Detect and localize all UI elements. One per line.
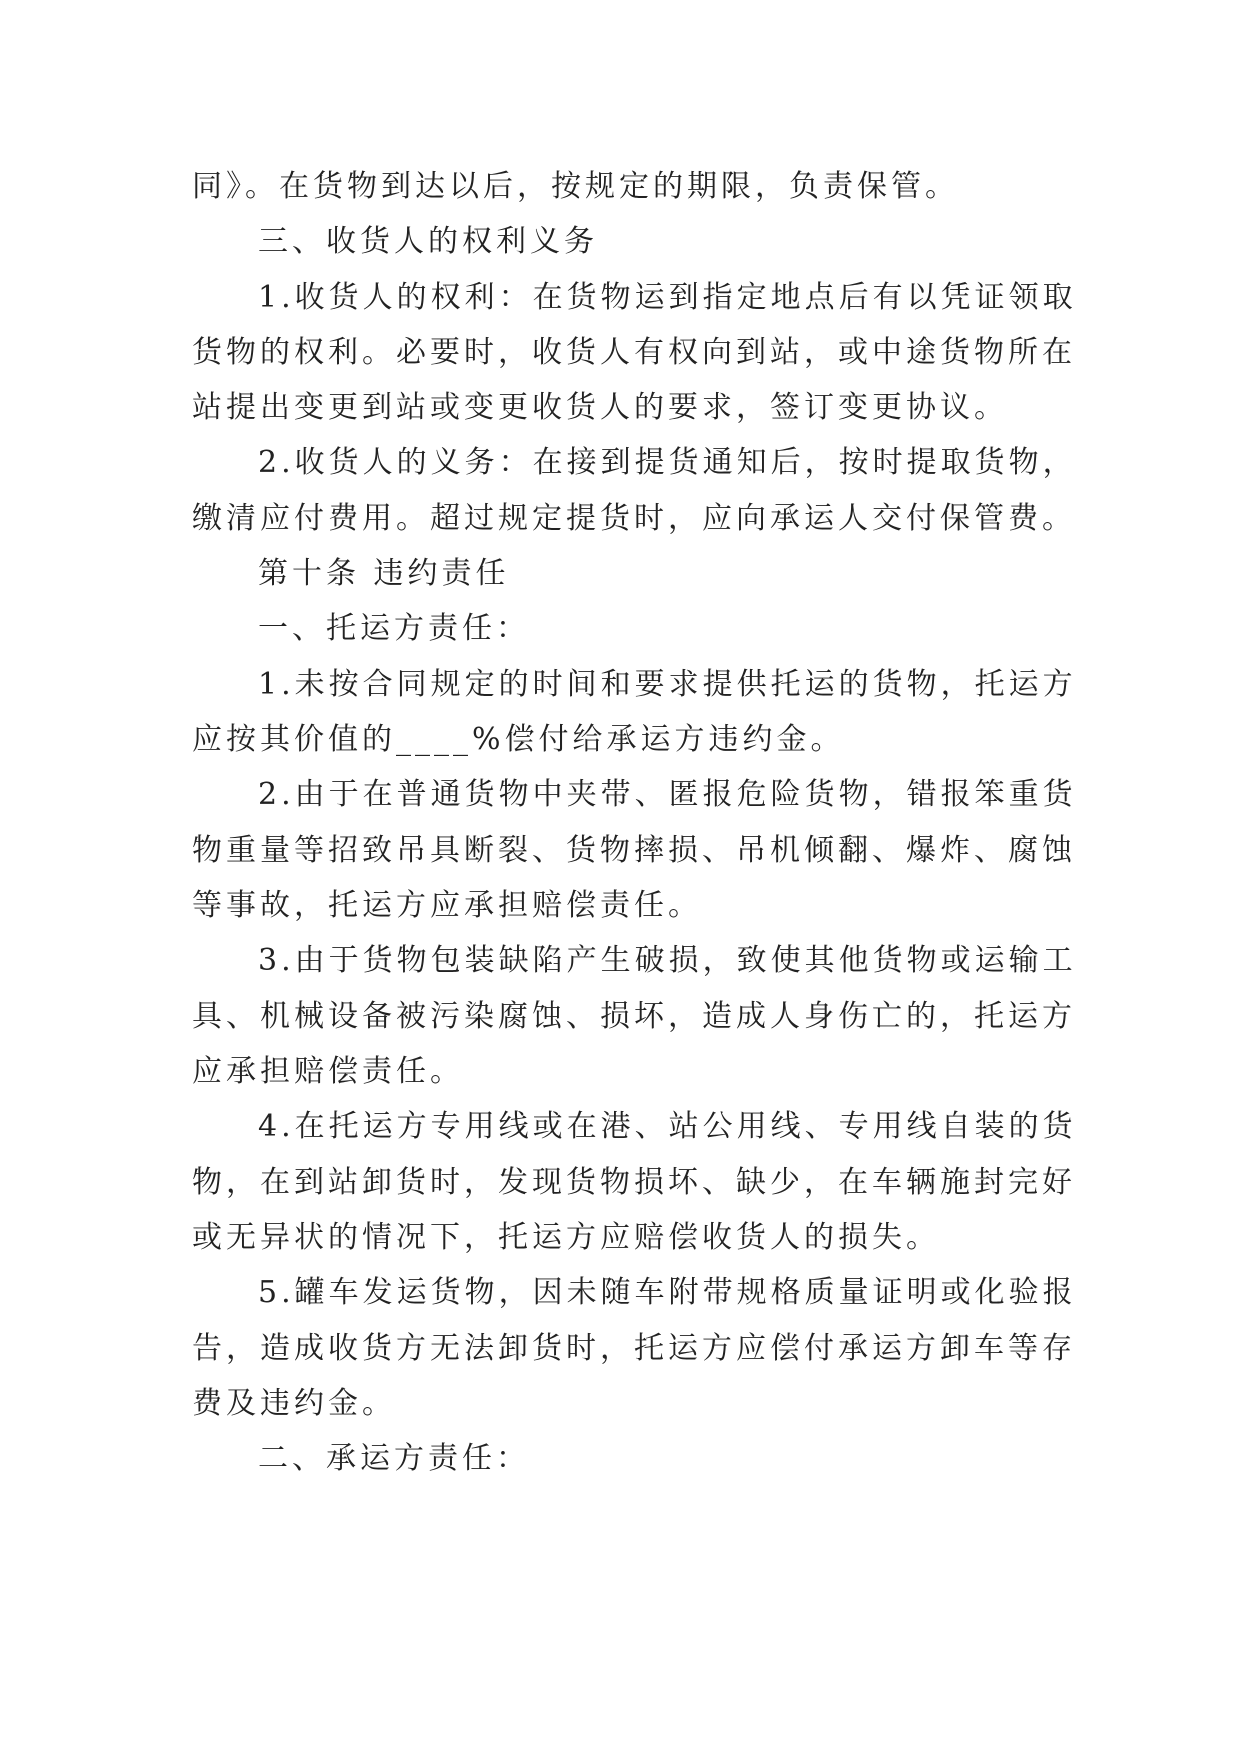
text-line: 应承担赔偿责任。 [192, 1054, 464, 1089]
text-line: 费及违约金。 [192, 1386, 396, 1421]
text-line: 或无异状的情况下，托运方应赔偿收货人的损失。 [192, 1220, 940, 1255]
text-line: 1.未按合同规定的时间和要求提供托运的货物，托运方 [258, 667, 1077, 702]
text-line: 4.在托运方专用线或在港、站公用线、专用线自装的货 [258, 1109, 1077, 1144]
article-heading: 第十条 违约责任 [258, 556, 510, 591]
text-line: 应按其价值的____%偿付给承运方违约金。 [192, 722, 845, 757]
text-line: 告，造成收货方无法卸货时，托运方应偿付承运方卸车等存 [192, 1331, 1076, 1366]
section-heading: 二、承运方责任： [258, 1441, 530, 1476]
text-line: 站提出变更到站或变更收货人的要求，签订变更协议。 [192, 390, 1008, 425]
text-line: 缴清应付费用。超过规定提货时，应向承运人交付保管费。 [192, 501, 1076, 536]
text-line: 同》。在货物到达以后，按规定的期限，负责保管。 [192, 169, 959, 204]
text-line: 1.收货人的权利：在货物运到指定地点后有以凭证领取 [258, 280, 1077, 315]
text-line: 具、机械设备被污染腐蚀、损坏，造成人身伤亡的，托运方 [192, 999, 1076, 1034]
text-line: 5.罐车发运货物，因未随车附带规格质量证明或化验报 [258, 1275, 1077, 1310]
text-line: 物重量等招致吊具断裂、货物摔损、吊机倾翻、爆炸、腐蚀 [192, 833, 1076, 868]
text-line: 2.收货人的义务：在接到提货通知后，按时提取货物， [258, 445, 1077, 480]
text-line: 物，在到站卸货时，发现货物损坏、缺少，在车辆施封完好 [192, 1165, 1076, 1200]
section-heading: 一、托运方责任： [258, 611, 530, 646]
text-line: 2.由于在普通货物中夹带、匿报危险货物，错报笨重货 [258, 777, 1077, 812]
section-heading: 三、收货人的权利义务 [258, 224, 598, 259]
text-line: 3.由于货物包装缺陷产生破损，致使其他货物或运输工 [258, 943, 1077, 978]
text-line: 货物的权利。必要时，收货人有权向到站，或中途货物所在 [192, 335, 1076, 370]
text-line: 等事故，托运方应承担赔偿责任。 [192, 888, 702, 923]
